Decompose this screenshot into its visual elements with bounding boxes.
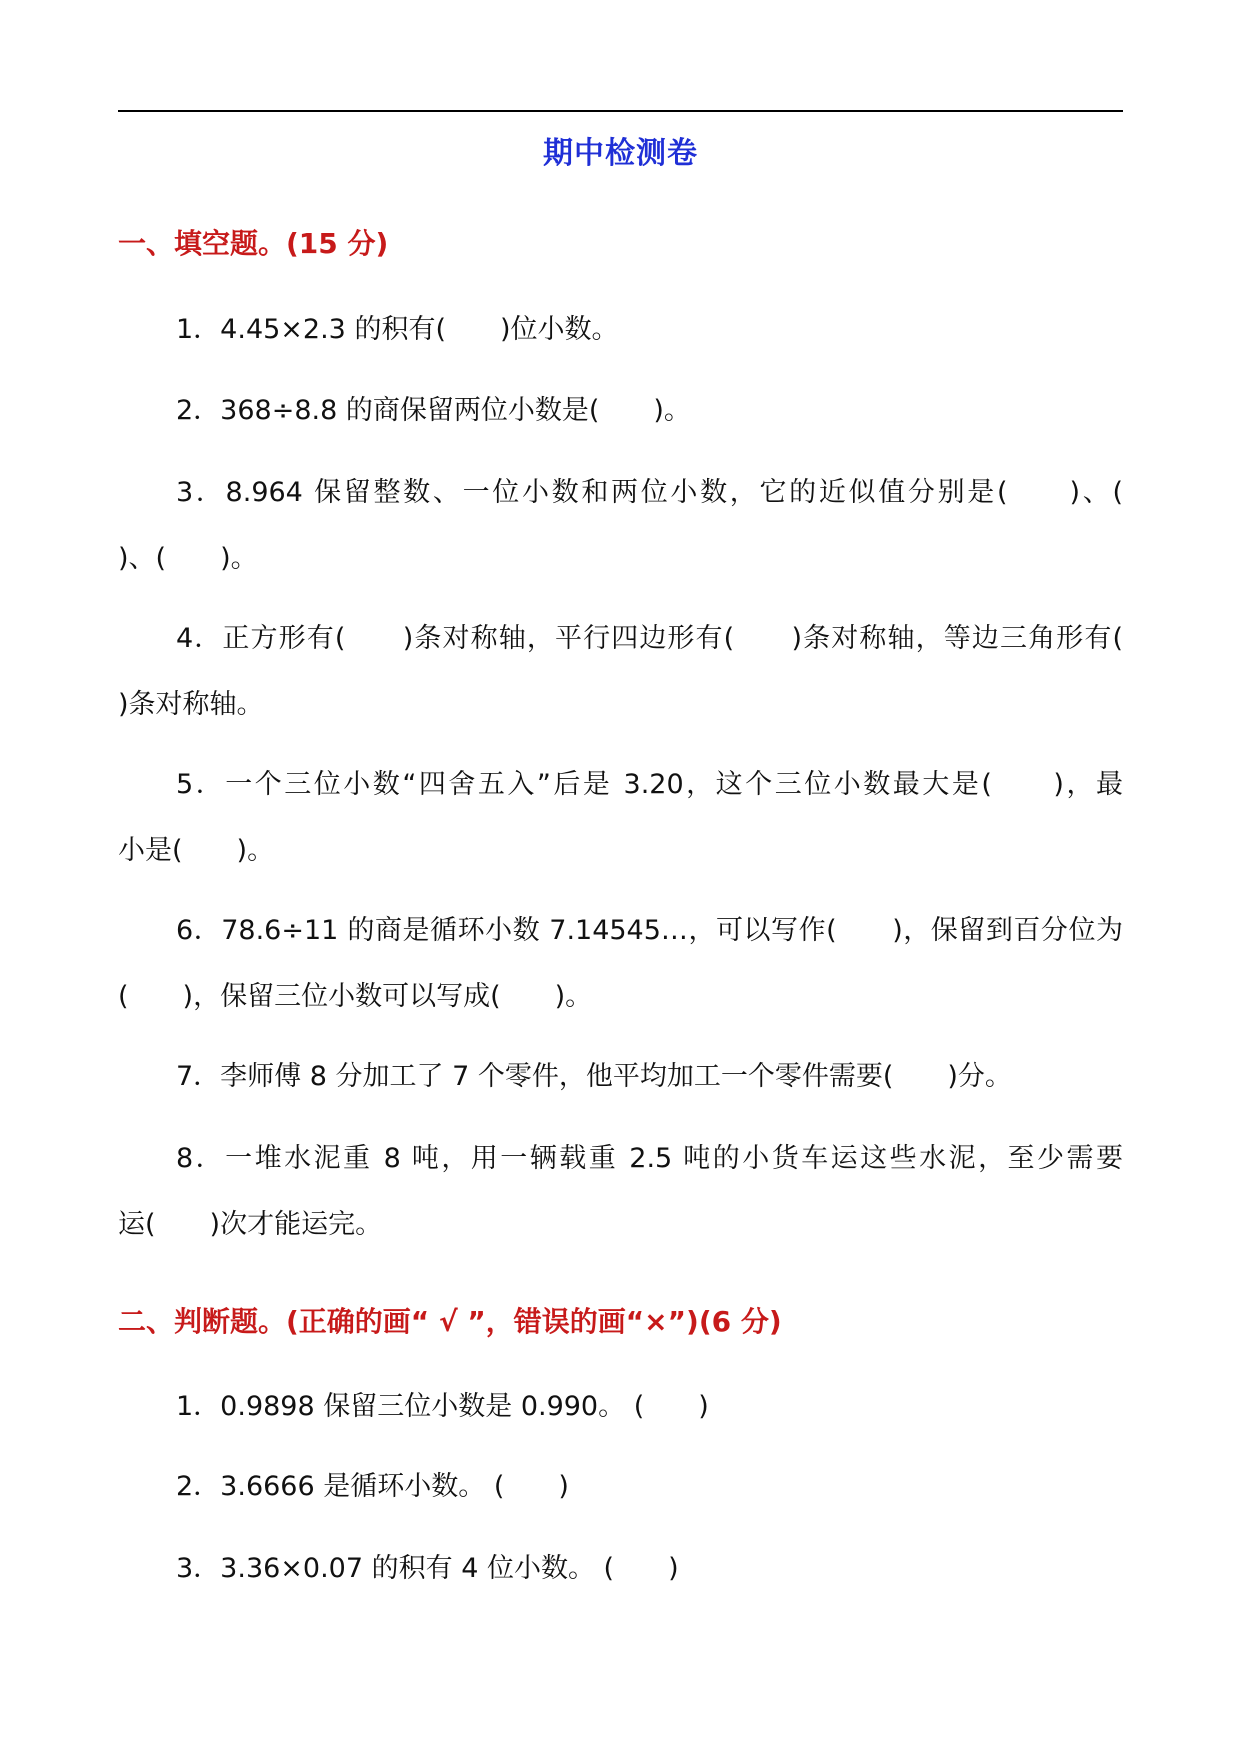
s1-question-3-line2: )、( )。 bbox=[118, 543, 258, 574]
s1-question-4-line1: 4．正方形有( )条对称轴，平行四边形有( )条对称轴，等边三角形有( bbox=[176, 623, 1123, 654]
s2-question-2: 2．3.6666 是循环小数。 ( ) bbox=[176, 1471, 569, 1502]
section1-heading: 一、填空题。(15 分) bbox=[118, 227, 389, 260]
s1-question-7: 7．李师傅 8 分加工了 7 个零件，他平均加工一个零件需要( )分。 bbox=[176, 1061, 1012, 1092]
s1-question-8-line1: 8．一堆水泥重 8 吨，用一辆载重 2.5 吨的小货车运这些水泥，至少需要 bbox=[176, 1143, 1123, 1174]
page-title: 期中检测卷 bbox=[543, 136, 698, 171]
s1-question-5-line1: 5．一个三位小数“四舍五入”后是 3.20，这个三位小数最大是( )，最 bbox=[176, 769, 1123, 800]
s2-question-3: 3．3.36×0.07 的积有 4 位小数。 ( ) bbox=[176, 1553, 679, 1584]
s1-question-6-line1: 6．78.6÷11 的商是循环小数 7.14545…，可以写作( )，保留到百分位为 bbox=[176, 915, 1123, 946]
s2-question-1: 1．0.9898 保留三位小数是 0.990。 ( ) bbox=[176, 1391, 709, 1422]
s1-question-5-line2: 小是( )。 bbox=[118, 835, 275, 866]
s1-question-6-line2: ( )，保留三位小数可以写成( )。 bbox=[118, 981, 593, 1012]
section2-heading: 二、判断题。(正确的画“ √ ”，错误的画“×”)(6 分) bbox=[118, 1305, 782, 1338]
s1-question-8-line2: 运( )次才能运完。 bbox=[118, 1209, 383, 1240]
header-rule bbox=[118, 110, 1123, 112]
s1-question-1: 1．4.45×2.3 的积有( )位小数。 bbox=[176, 314, 619, 345]
s1-question-4-line2: )条对称轴。 bbox=[118, 689, 264, 720]
s1-question-3-line1: 3．8.964 保留整数、一位小数和两位小数，它的近似值分别是( )、( bbox=[176, 477, 1123, 508]
s1-question-2: 2．368÷8.8 的商保留两位小数是( )。 bbox=[176, 395, 691, 426]
